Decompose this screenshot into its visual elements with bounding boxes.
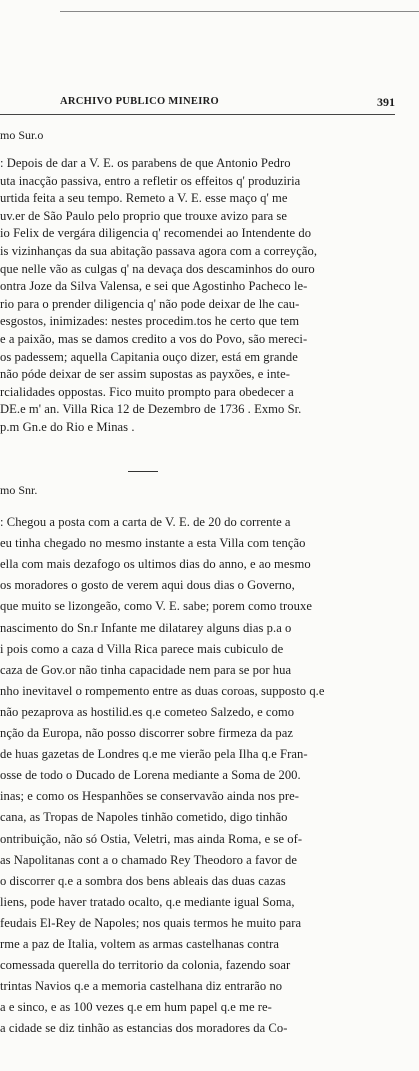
text-line: i pois como a caza d Villa Rica parece mais cubiculo de (0, 641, 284, 656)
letter-1-salutation: mo Sur.o (0, 128, 44, 142)
text-line: eu tinha chegado no mesmo instante a esta Villa com tenção (0, 536, 306, 551)
text-line: não póde deixar de ser assim supostas as payxões, e inte- (0, 367, 290, 382)
text-line: trintas Navios q.e a memoria castelhana diz entrarão no (0, 979, 283, 994)
text-line: : Chegou a posta com a carta de V. E. de 20 do corrente a (0, 515, 291, 529)
text-line: não pezaprova as hostilid.es q.e cometeo Salzedo, e como (0, 704, 295, 719)
text-line: : Depois de dar a V. E. os parabens de que Antonio Pedro (0, 156, 291, 170)
text-line: io Felix de vergára diligencia q' recomendei ao Intendente do (0, 226, 312, 241)
header-rule (0, 114, 395, 115)
text-line: a e sinco, e as 100 vezes q.e em hum papel q.e me re- (0, 1000, 272, 1015)
text-line: ella com mais dezafogo os ultimos dias do anno, e ao mesmo (0, 557, 311, 572)
section-separator (128, 471, 158, 472)
text-line: is vizinhanças da sua abitação passava agora com a correyção, (0, 244, 318, 258)
text-line: que nelle vão as culgas q' na devaça dos descaminhos do ouro (0, 261, 315, 276)
text-line: cana, as Tropas de Napoles tinhão cometido, digo tinhão (0, 810, 288, 825)
text-line: feudais El-Rey de Napoles; nos quais termos he muito para (0, 915, 302, 930)
letter-2-salutation: mo Snr. (0, 483, 38, 497)
page-header (60, 96, 395, 112)
text-line: nção da Europa, não posso discorrer sobre firmeza da paz (0, 726, 294, 740)
top-edge-rule (60, 11, 419, 12)
text-line: rio para o prender diligencia q' não pode deixar de lhe cau- (0, 296, 300, 311)
text-line: esgostos, inimizades: nestes procedim.tos he certo que tem (0, 314, 300, 329)
text-line: rcialidades oppostas. Fico muito prompto para obedecer a (0, 384, 294, 399)
text-line: uta inacção passiva, entro a refletir os effeitos q' produziria (0, 173, 301, 188)
text-line: o discorrer q.e a sombra dos bens ableais das duas cazas (0, 873, 286, 888)
text-line: os padessem; aquella Capitania ouço dizer, está em grande (0, 349, 298, 364)
text-line: DE.e m' an. Villa Rica 12 de Dezembro de 1736 . Exmo Sr. (0, 402, 302, 417)
text-line: caza de Gov.or não tinha capacidade nem para se por hua (0, 662, 292, 677)
text-line: e a paixão, mas se damos credito a vos do Povo, são mereci- (0, 332, 308, 346)
text-line: inas; e como os Hespanhões se conservavão ainda nos pre- (0, 789, 300, 804)
text-line: nascimento do Sn.r Infante me dilatarey alguns dias p.a o (0, 620, 292, 635)
page-number: 391 (377, 95, 395, 109)
text-line: liens, pode haver tratado ocalto, q.e mediante igual Soma, (0, 894, 295, 909)
text-line: osse de todo o Ducado de Lorena mediante a Soma de 200. (0, 768, 301, 783)
text-line: p.m Gn.e do Rio e Minas . (0, 420, 135, 434)
text-line: urtida feita a seu tempo. Remeto a V. E. esse maço q' me (0, 191, 288, 206)
running-title: ARCHIVO PUBLICO MINEIRO (60, 96, 219, 107)
text-line: ontra Joze da Silva Valensa, e sei que Agostinho Pacheco le- (0, 279, 308, 294)
text-line: de huas gazetas de Londres q.e me vierão pela Ilha q.e Fran- (0, 747, 308, 762)
text-line: comessada querella do territorio da colonia, fazendo soar (0, 958, 291, 973)
text-line: rme a paz de Italia, voltem as armas castelhanas contra (0, 937, 279, 951)
text-line: ontribuição, não só Ostia, Veletri, mas ainda Roma, e se of- (0, 831, 303, 846)
text-line: uv.er de São Paulo pelo proprio que trouxe avizo para se (0, 208, 288, 223)
text-line: a cidade se diz tinhão as estancias dos moradores da Co- (0, 1021, 288, 1036)
text-line: os moradores o gosto de verem aqui dous dias o Governo, (0, 578, 295, 593)
text-line: que muito se lizongeão, como V. E. sabe; porem como trouxe (0, 599, 312, 614)
text-line: as Napolitanas cont a o chamado Rey Theodoro a favor de (0, 852, 297, 867)
text-line: nho inevitavel o rompemento entre as duas coroas, supposto q.e (0, 683, 325, 698)
